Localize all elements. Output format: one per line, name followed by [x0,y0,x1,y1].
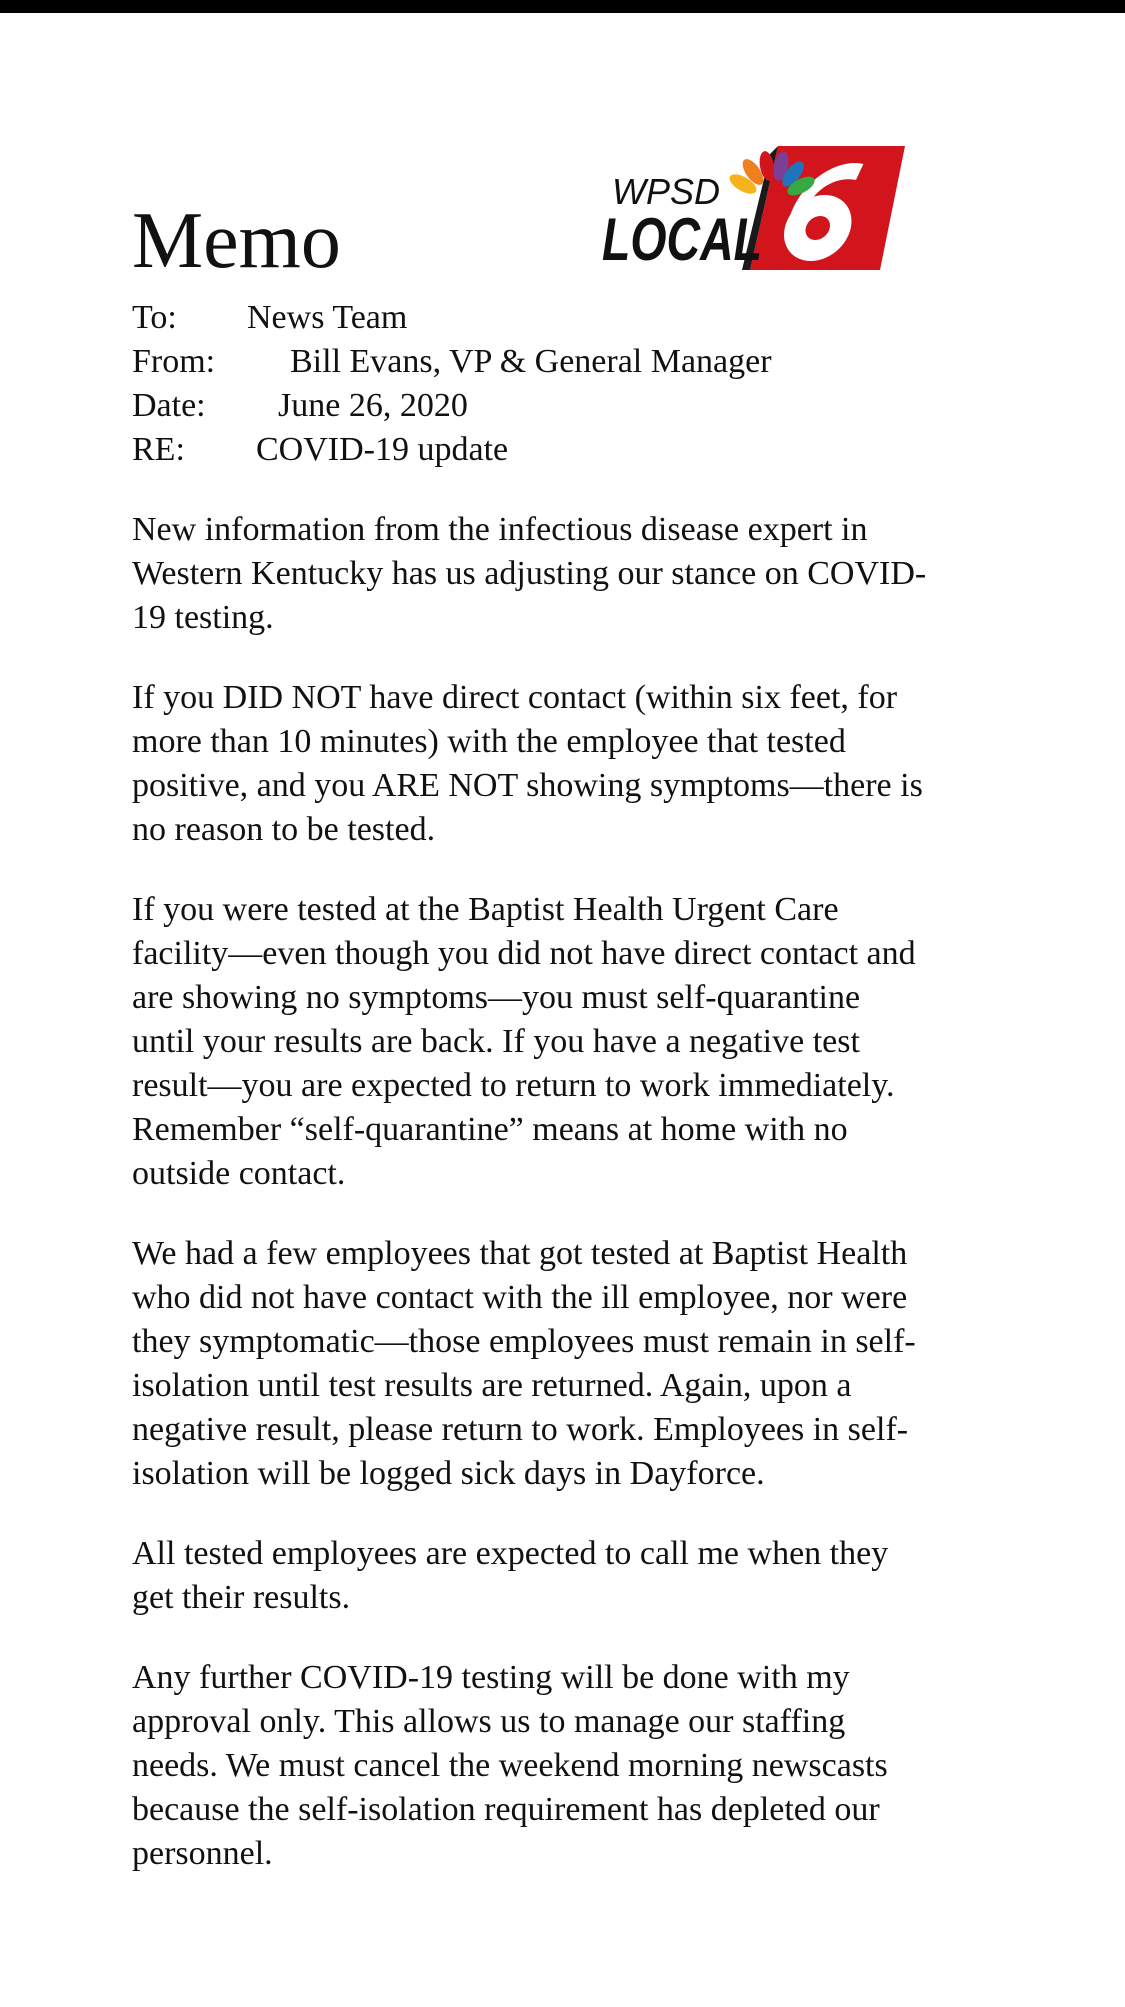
memo-paragraph: If you DID NOT have direct contact (within six feet, for more than 10 minutes) with the employee that tested positive, and you ARE NOT showing symptoms—there is no reason to be tested. [132,679,923,848]
memo-paragraph: Any further COVID-19 testing will be done with my approval only. This allows us to manage our staffing needs. We must cancel the weekend morning newscasts because the self-isolation requirement has depleted our personnel. [132,1659,888,1872]
re-label: RE: [132,431,185,468]
from-row [132,340,1032,384]
from-value: Bill Evans, VP & General Manager [290,343,772,380]
logo-wpsd-text: WPSD [612,171,720,212]
date-value: June 26, 2020 [278,387,468,424]
date-label: Date: [132,387,206,424]
logo-local-text: LOCAL [602,206,762,273]
from-label: From: [132,343,216,380]
memo-paragraph: We had a few employees that got tested at Baptist Health who did not have contact with the ill employee, nor were they symptomatic—those employees must remain in self- isolation until test results are returned. Again, upon a negative result, please return to work. Employees in self- isolation will be logged sick days in Dayforce. [132,1235,916,1492]
memo-paragraph: New information from the infectious disease expert in Western Kentucky has us adjusting our stance on COVID- 19 testing. [132,511,927,636]
re-row [132,428,1032,472]
to-label: To: [132,299,177,336]
to-value: News Team [247,299,408,336]
memo-paragraph: If you were tested at the Baptist Health Urgent Care facility—even though you did not have direct contact and are showing no symptoms—you must self-quarantine until your results are back. If you have a negative test result—you are expected to return to work immediately. Remember “self-quarantine” means at home with no outside contact. [132,891,916,1192]
date-row [132,384,1032,428]
memo-body [132,508,1012,1912]
top-status-bar [0,0,1125,13]
memo-paragraph: All tested employees are expected to call me when they get their results. [132,1535,889,1616]
to-row [132,296,1032,340]
memo-header [132,296,1032,472]
memo-title: Memo [132,197,341,285]
wpsd-local6-logo [600,142,910,274]
re-value: COVID-19 update [256,431,509,468]
